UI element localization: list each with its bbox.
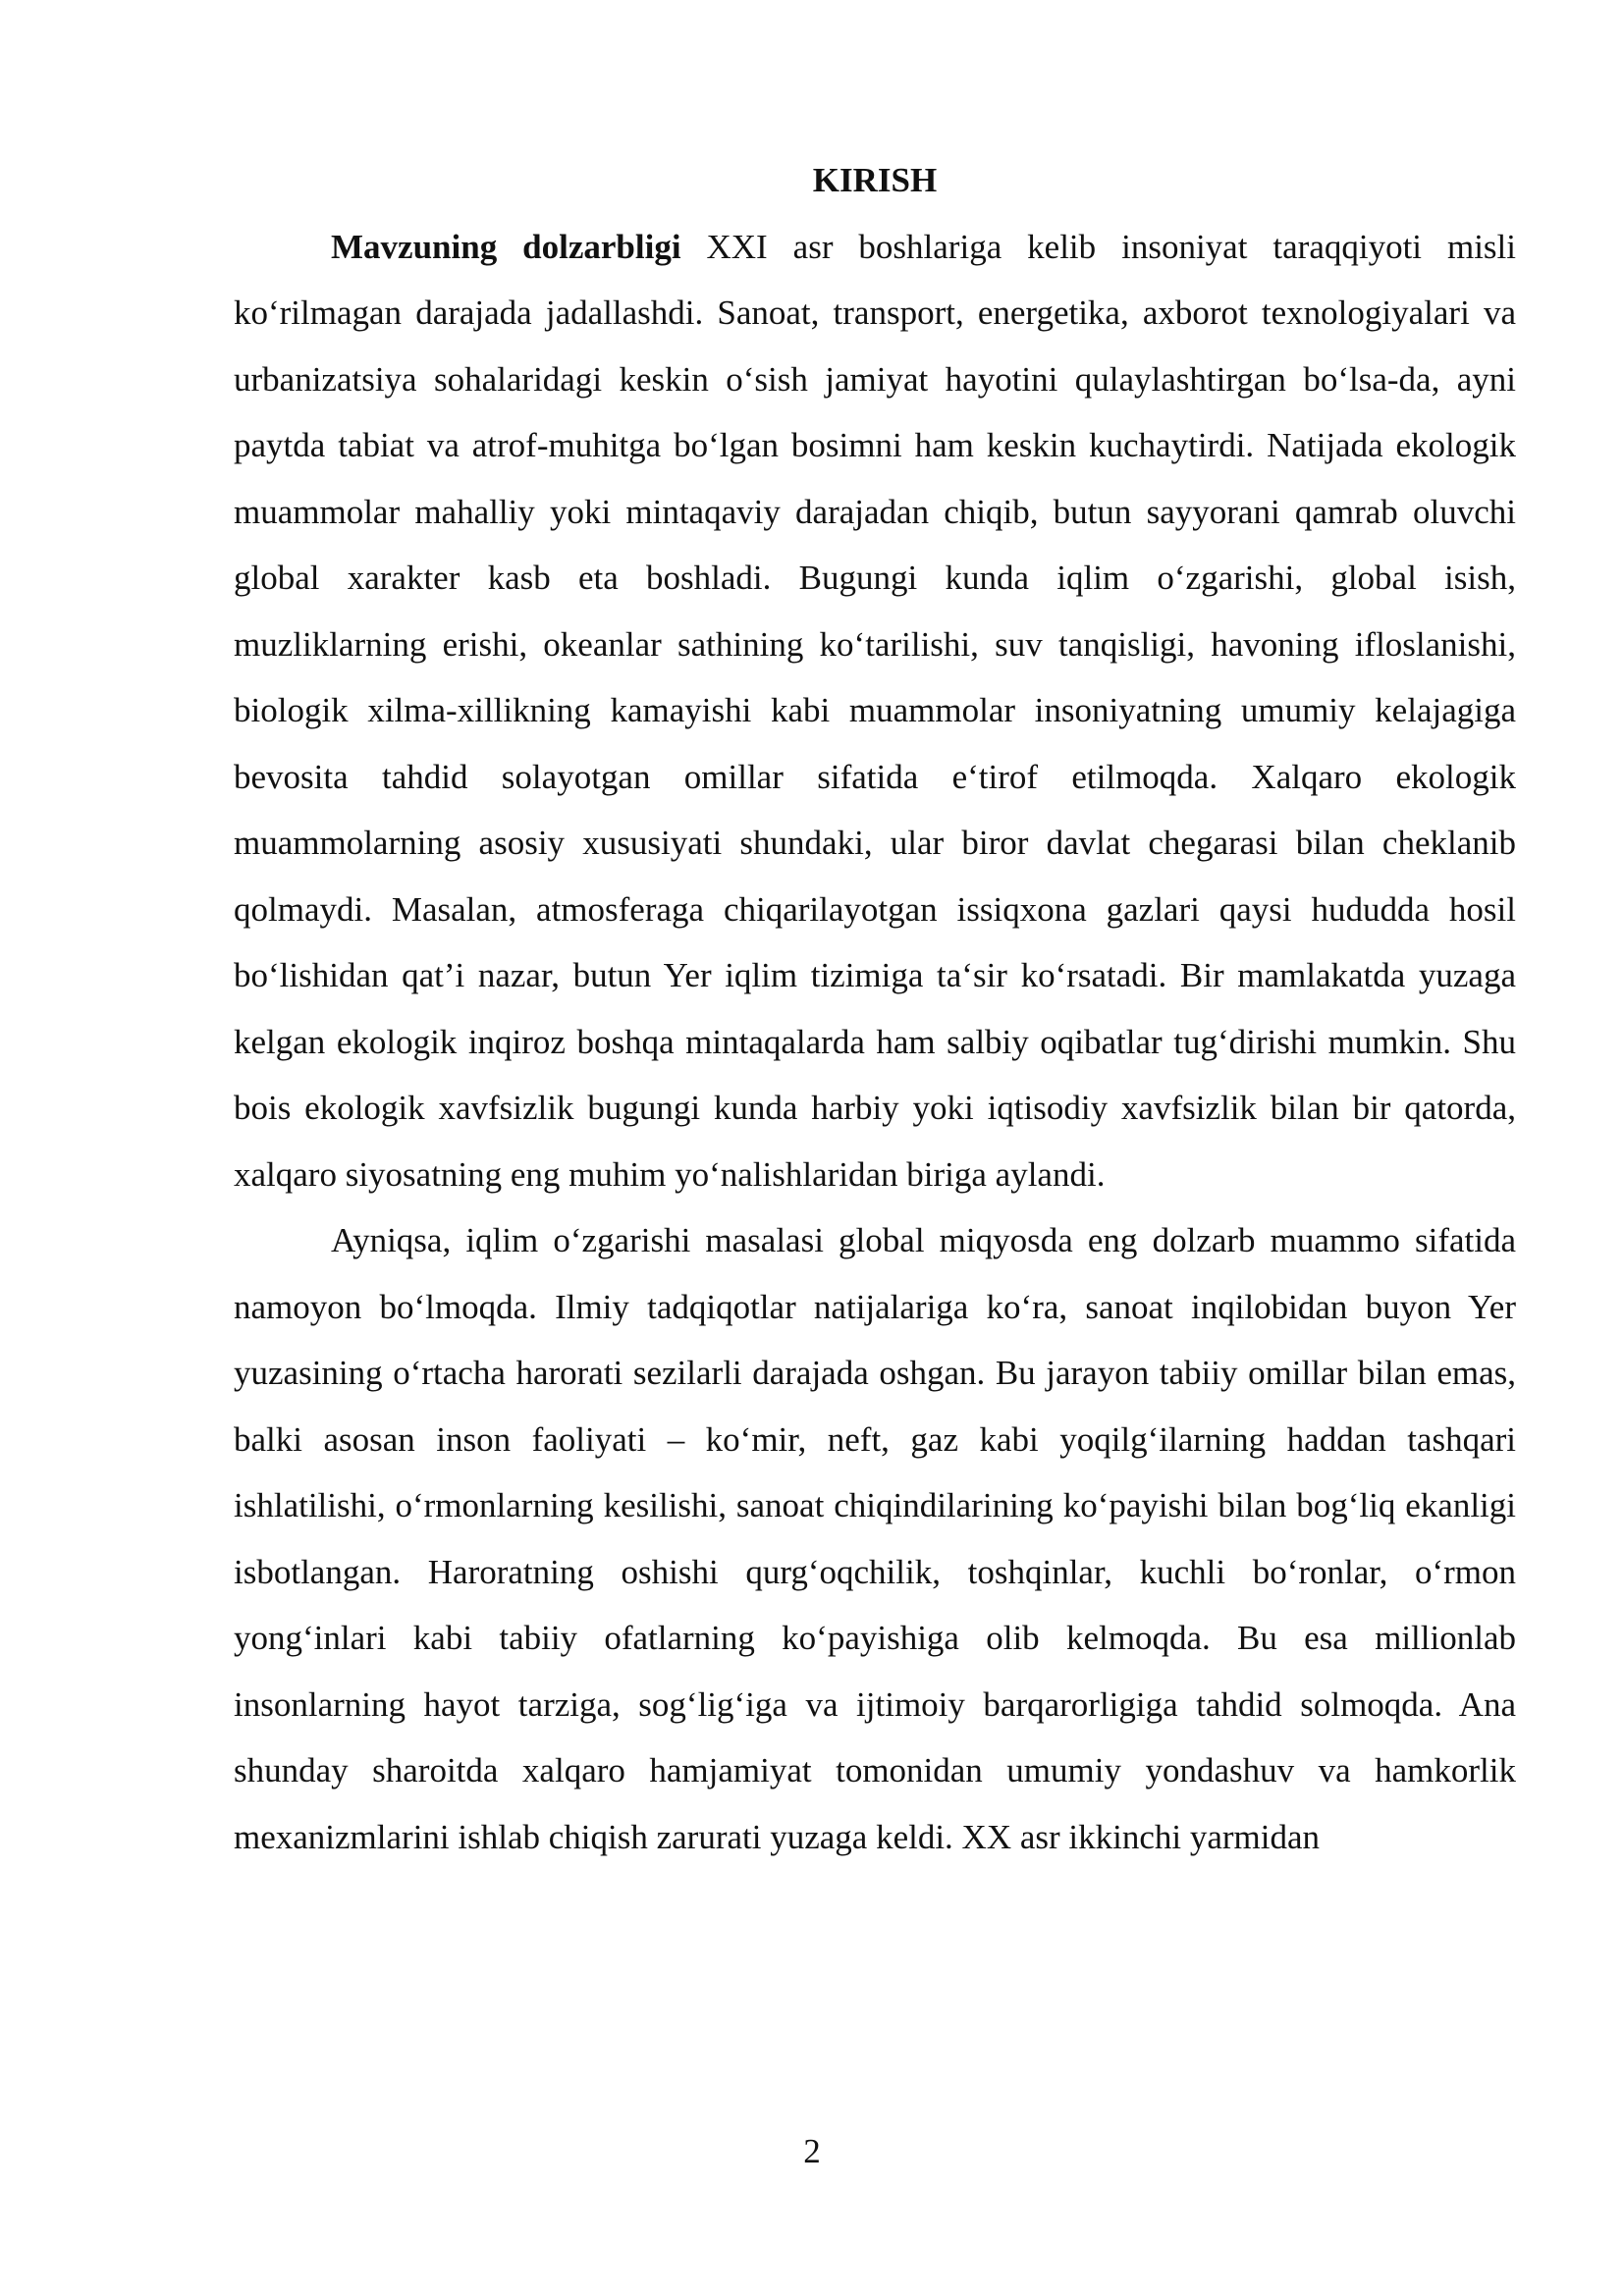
page-content: [234, 147, 1516, 1870]
paragraph-1-text: XXI asr boshlariga kelib insoniyat taraqqiyoti misli ko‘rilmagan darajada jadallashdi. Sanoat, transport, energetika, axborot texnologiyalari va urbanizatsiya sohalaridagi keskin o‘sish jamiyat hayotini qulaylashtirgan bo‘lsa-da, ayni paytda tabiat va atrof-muhitga bo‘lgan bosimni ham keskin kuchaytirdi. Natijada ekologik muammolar mahalliy yoki mintaqaviy darajadan chiqib, butun sayyorani qamrab oluvchi global xarakter kasb eta boshladi. Bugungi kunda iqlim o‘zgarishi, global isish, muzliklarning erishi, okeanlar sathining ko‘tarilishi, suv tanqisligi, havoning ifloslanishi, biologik xilma-xillikning kamayishi kabi muammolar insoniyatning umumiy kelajagiga bevosita tahdid solayotgan omillar sifatida e‘tirof etilmoqda. Xalqaro ekologik muammolarning asosiy xususiyati shundaki, ular biror davlat chegarasi bilan cheklanib qolmaydi. Masalan, atmosferaga chiqarilayotgan issiqxona gazlari qaysi hududda hosil bo‘lishidan qat’i nazar, butun Yer iqlim tizimiga ta‘sir ko‘rsatadi. Bir mamlakatda yuzaga kelgan ekologik inqiroz boshqa mintaqalarda ham salbiy oqibatlar tug‘dirishi mumkin. Shu bois ekologik xavfsizlik bugungi kunda harbiy yoki iqtisodiy xavfsizlik bilan bir qatorda, xalqaro siyosatning eng muhim yo‘nalishlaridan biriga aylandi.: [234, 227, 1516, 1194]
section-heading: KIRISH: [812, 161, 938, 199]
page-number: 2: [803, 2132, 821, 2170]
paragraph-1-lead: Mavzuning dolzarbligi: [331, 227, 681, 266]
paragraph-2: Ayniqsa, iqlim o‘zgarishi masalasi global miqyosda eng dolzarb muammo sifatida namoyon bo‘lmoqda. Ilmiy tadqiqotlar natijalariga ko‘ra, sanoat inqilobidan buyon Yer yuzasining o‘rtacha harorati sezilarli darajada oshgan. Bu jarayon tabiiy omillar bilan emas, balki asosan inson faoliyati – ko‘mir, neft, gaz kabi yoqilg‘ilarning haddan tashqari ishlatilishi, o‘rmonlarning kesilishi, sanoat chiqindilarining ko‘payishi bilan bog‘liq ekanligi isbotlangan. Haroratning oshishi qurg‘oqchilik, toshqinlar, kuchli bo‘ronlar, o‘rmon yong‘inlari kabi tabiiy ofatlarning ko‘payishiga olib kelmoqda. Bu esa millionlab insonlarning hayot tarziga, sog‘lig‘iga va ijtimoiy barqarorligiga tahdid solmoqda. Ana shunday sharoitda xalqaro hamjamiyat tomonidan umumiy yondashuv va hamkorlik mexanizmlarini ishlab chiqish zarurati yuzaga keldi. XX asr ikkinchi yarmidan: [234, 1221, 1516, 1856]
paragraph-1: [234, 214, 1516, 1208]
